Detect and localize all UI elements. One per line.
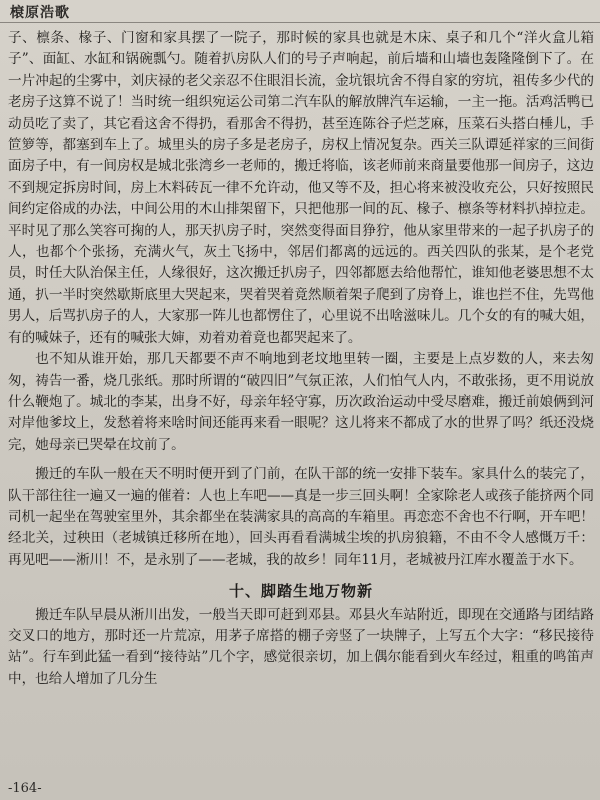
body-text [8, 28, 594, 690]
page-number: -164- [8, 781, 42, 796]
section-heading: 十、脚踏生地万物新 [228, 582, 373, 601]
running-header [0, 0, 600, 23]
section-paragraph: 搬迁车队早晨从淅川出发，一般当天即可赶到邓县。邓县火车站附近，即现在交通路与团结路交叉口的地方，那时还一片荒凉，用茅子席搭的棚子旁竖了一块牌子，上写五个大字：“移民接待站”。行车到此猛一看到“接待站”几个字，感觉很亲切，加上偶尔能看到火车经过，粗重的鸣笛声中，也给人增加了几分生 [8, 606, 594, 687]
book-title: 榱原浩歌 [10, 5, 70, 21]
paragraph: 也不知从谁开始，那几天都要不声不响地到老坟地里转一圈，主要是上点岁数的人，来去匆匆，祷告一番，烧几张纸。那时所谓的“破四旧”气氛正浓，人们怕气人内，不敢张扬，更不用说放什么鞭炮了。城北的李某，出身不好，母亲年轻守寡，历次政治运动中受尽磨难，搬迁前娘俩到河对岸他爹坟上，发愁着将来啥时间还能再来看一眼呢？这儿将来不都成了水的世界了吗？纸还没烧完，她母亲已哭晕在坟前了。 [8, 351, 594, 453]
paragraph: 搬迁的车队一般在天不明时便开到了门前，在队干部的统一安排下装车。家具什么的装完了，队干部往往一遍又一遍的催着：人也上车吧——真是一步三回头啊！全家除老人或孩子能挤两个同司机一起坐在驾驶室里外，其余都坐在装满家具的高高的车箱里。再恋恋不舍也不行啊，开车吧！经北关，过秧田（老城镇迁移所在地），回头再看看满城尘埃的扒房狼籍，不由不令人感慨万千：再见吧——淅川！不，是永别了——老城，我的故乡！同年11月，老城被丹江库水覆盖于水下。 [8, 466, 594, 568]
paragraph-continued: 子、檩条、椽子、门窗和家具摆了一院子，那时候的家具也就是木床、桌子和几个“洋火盒儿箱子”、面缸、水缸和锅碗瓢勺。随着扒房队人们的号子声响起，前后墙和山墙也轰隆隆倒下了。在一片冲起的尘雾中，刘庆禄的老父亲忍不住眼泪长流，金坑银坑舍不得自家的穷坑，祖传多少代的老房子这算不说了！当时统一组织宛运公司第二汽车队的解放牌汽车运输，一主一拖。活鸡活鸭已动员吃了卖了，其它看这舍不得扔，看那舍不得扔，甚至连陈谷子烂芝麻，压菜石头搭白棰儿，手笸箩等，都塞到车上了。城里头的房子多是老房子，房权上情况复杂。西关三队谭延祥家的三间街面房子中，有一间房权是城北张湾乡一老师的，搬迁将临，该老师前来商量要他那一间房子，这边不到规定拆房时间，房上木料砖瓦一律不允许动，他又等不及，担心将来被没收充公，只好按照民间约定俗成的办法，中间公用的木山排架留下，只把他那一间的瓦、椽子、檩条等材料扒掉拉走。平时见了那么笑容可掬的人，那天扒房子时，突然变得面目狰狞，他从家里带来的一起子扒房子的人，也都个个张扬，充满火气，灰土飞扬中，邻居们都离的远远的。西关四队的张某，是个老党员，时任大队治保主任，人缘很好，这次搬迁扒房子，四邻都愿去给他帮忙，谁知他老婆思想不太通，扒一半时突然歇斯底里大哭起来，哭着哭着竟然顺着架子爬到了房脊上，谁也拦不住，先骂他男人，后骂扒房子的人，大家那一阵儿也都愣住了，心里说不出啥滋味儿。几个女的有的喊大姐，有的喊妹子，还有的喊张大婶，劝着劝着竟也都哭起来了。 [8, 30, 594, 346]
